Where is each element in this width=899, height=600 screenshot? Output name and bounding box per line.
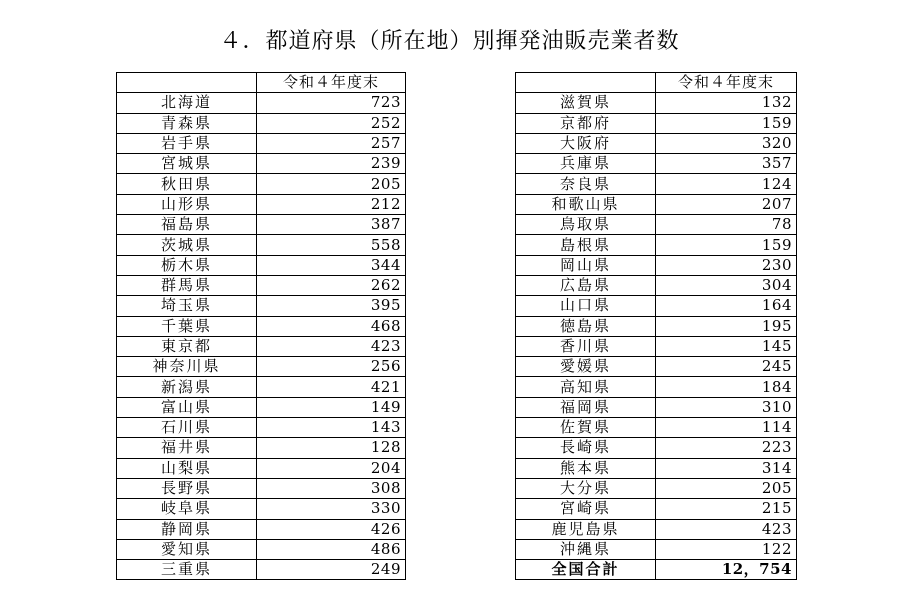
- table-row: [117, 357, 406, 377]
- dealer-count: 395: [257, 296, 406, 316]
- table-row: [516, 458, 797, 478]
- table-row: [117, 113, 406, 133]
- prefecture-name: 岩手県: [117, 133, 257, 153]
- prefecture-name: 岐阜県: [117, 499, 257, 519]
- table-row: [117, 397, 406, 417]
- table-row: [117, 458, 406, 478]
- table-row: [117, 133, 406, 153]
- prefecture-name: 神奈川県: [117, 357, 257, 377]
- dealer-count: 252: [257, 113, 406, 133]
- prefecture-name: 熊本県: [516, 458, 656, 478]
- prefecture-name: 島根県: [516, 235, 656, 255]
- table-row: [516, 397, 797, 417]
- header-blank-cell: [117, 73, 257, 93]
- prefecture-name: 北海道: [117, 93, 257, 113]
- table-row: [516, 539, 797, 559]
- table-row: [516, 418, 797, 438]
- prefecture-name: 石川県: [117, 418, 257, 438]
- table-row: [117, 519, 406, 539]
- prefecture-name: 山形県: [117, 194, 257, 214]
- prefecture-name: 秋田県: [117, 174, 257, 194]
- table-row: [117, 560, 406, 580]
- dealer-count: 145: [656, 336, 797, 356]
- prefecture-name: 長野県: [117, 478, 257, 498]
- prefecture-name: 宮崎県: [516, 499, 656, 519]
- dealer-count: 205: [656, 478, 797, 498]
- dealer-count: 114: [656, 418, 797, 438]
- page-title: ４．都道府県（所在地）別揮発油販売業者数: [219, 29, 680, 54]
- table-row: [117, 255, 406, 275]
- table-row: [516, 296, 797, 316]
- prefecture-name: 和歌山県: [516, 194, 656, 214]
- table-row: [516, 357, 797, 377]
- table-row: [516, 113, 797, 133]
- dealer-count: 124: [656, 174, 797, 194]
- dealer-count: 195: [656, 316, 797, 336]
- prefecture-name: 福井県: [117, 438, 257, 458]
- dealer-count: 128: [257, 438, 406, 458]
- table-body-left: [117, 93, 406, 580]
- table-row: [117, 235, 406, 255]
- prefecture-name: 高知県: [516, 377, 656, 397]
- dealer-count: 245: [656, 357, 797, 377]
- dealer-count: 143: [257, 418, 406, 438]
- table-row: [516, 194, 797, 214]
- total-value: 12，754: [656, 560, 797, 580]
- dealer-count: 164: [656, 296, 797, 316]
- table-row: [516, 336, 797, 356]
- prefecture-name: 徳島県: [516, 316, 656, 336]
- prefecture-name: 鳥取県: [516, 215, 656, 235]
- prefecture-name: 山口県: [516, 296, 656, 316]
- dealer-count: 426: [257, 519, 406, 539]
- table-row: [117, 418, 406, 438]
- prefecture-name: 京都府: [516, 113, 656, 133]
- table-row: [516, 235, 797, 255]
- prefecture-name: 茨城県: [117, 235, 257, 255]
- dealer-count: 256: [257, 357, 406, 377]
- prefecture-name: 青森県: [117, 113, 257, 133]
- prefecture-name: 群馬県: [117, 275, 257, 295]
- table-row: [516, 93, 797, 113]
- dealer-count: 421: [257, 377, 406, 397]
- dealer-count: 205: [257, 174, 406, 194]
- dealer-count: 320: [656, 133, 797, 153]
- dealer-count: 212: [257, 194, 406, 214]
- dealer-count: 184: [656, 377, 797, 397]
- table-row: [516, 174, 797, 194]
- prefecture-name: 福島県: [117, 215, 257, 235]
- dealer-count: 486: [257, 539, 406, 559]
- dealer-count: 723: [257, 93, 406, 113]
- dealer-count: 230: [656, 255, 797, 275]
- table-right: [515, 72, 797, 580]
- prefecture-name: 三重県: [117, 560, 257, 580]
- prefecture-name: 愛知県: [117, 539, 257, 559]
- table-row: [117, 93, 406, 113]
- dealer-count: 387: [257, 215, 406, 235]
- dealer-count: 159: [656, 235, 797, 255]
- prefecture-name: 福岡県: [516, 397, 656, 417]
- dealer-count: 308: [257, 478, 406, 498]
- dealer-count: 423: [656, 519, 797, 539]
- header-period: 令和４年度末: [257, 73, 406, 93]
- prefecture-name: 東京都: [117, 336, 257, 356]
- prefecture-name: 富山県: [117, 397, 257, 417]
- dealer-count: 249: [257, 560, 406, 580]
- prefecture-name: 栃木県: [117, 255, 257, 275]
- prefecture-name: 沖縄県: [516, 539, 656, 559]
- prefecture-name: 山梨県: [117, 458, 257, 478]
- table-row: [516, 316, 797, 336]
- prefecture-name: 滋賀県: [516, 93, 656, 113]
- prefecture-name: 大阪府: [516, 133, 656, 153]
- dealer-count: 132: [656, 93, 797, 113]
- prefecture-name: 広島県: [516, 275, 656, 295]
- prefecture-name: 奈良県: [516, 174, 656, 194]
- table-row: [516, 255, 797, 275]
- prefecture-name: 宮城県: [117, 154, 257, 174]
- table-row: [516, 154, 797, 174]
- prefecture-name: 岡山県: [516, 255, 656, 275]
- header-period: 令和４年度末: [656, 73, 797, 93]
- prefecture-name: 長崎県: [516, 438, 656, 458]
- dealer-count: 314: [656, 458, 797, 478]
- table-row: [117, 215, 406, 235]
- table-row: [516, 275, 797, 295]
- table-header-row: [117, 73, 406, 93]
- table-row: [516, 133, 797, 153]
- table-row: [117, 275, 406, 295]
- dealer-count: 262: [257, 275, 406, 295]
- dealer-count: 207: [656, 194, 797, 214]
- table-row: [117, 499, 406, 519]
- dealer-count: 223: [656, 438, 797, 458]
- table-row: [117, 438, 406, 458]
- table-row: [516, 478, 797, 498]
- dealer-count: 330: [257, 499, 406, 519]
- dealer-count: 239: [257, 154, 406, 174]
- dealer-count: 257: [257, 133, 406, 153]
- dealer-count: 423: [257, 336, 406, 356]
- table-row: [117, 316, 406, 336]
- dealer-count: 215: [656, 499, 797, 519]
- prefecture-name: 静岡県: [117, 519, 257, 539]
- prefecture-name: 佐賀県: [516, 418, 656, 438]
- dealer-count: 310: [656, 397, 797, 417]
- prefecture-name: 大分県: [516, 478, 656, 498]
- prefecture-name: 香川県: [516, 336, 656, 356]
- dealer-count: 468: [257, 316, 406, 336]
- prefecture-name: 埼玉県: [117, 296, 257, 316]
- table-row: [117, 174, 406, 194]
- table-row: [516, 438, 797, 458]
- prefecture-name: 新潟県: [117, 377, 257, 397]
- prefecture-name: 愛媛県: [516, 357, 656, 377]
- total-label: 全国合計: [516, 560, 656, 580]
- dealer-count: 558: [257, 235, 406, 255]
- table-row: [117, 154, 406, 174]
- prefecture-name: 千葉県: [117, 316, 257, 336]
- table-row: [516, 499, 797, 519]
- table-row: [117, 336, 406, 356]
- table-body-right: [516, 93, 797, 580]
- table-row: [117, 377, 406, 397]
- dealer-count: 149: [257, 397, 406, 417]
- table-row: [516, 519, 797, 539]
- table-row: [117, 478, 406, 498]
- table-header-row: [516, 73, 797, 93]
- prefecture-name: 兵庫県: [516, 154, 656, 174]
- dealer-count: 344: [257, 255, 406, 275]
- table-row: [117, 296, 406, 316]
- prefecture-name: 鹿児島県: [516, 519, 656, 539]
- dealer-count: 204: [257, 458, 406, 478]
- total-row: [516, 560, 797, 580]
- table-row: [516, 377, 797, 397]
- dealer-count: 304: [656, 275, 797, 295]
- table-row: [516, 215, 797, 235]
- table-left: [116, 72, 406, 580]
- dealer-count: 78: [656, 215, 797, 235]
- dealer-count: 159: [656, 113, 797, 133]
- dealer-count: 357: [656, 154, 797, 174]
- header-blank-cell: [516, 73, 656, 93]
- table-row: [117, 539, 406, 559]
- dealer-count: 122: [656, 539, 797, 559]
- table-row: [117, 194, 406, 214]
